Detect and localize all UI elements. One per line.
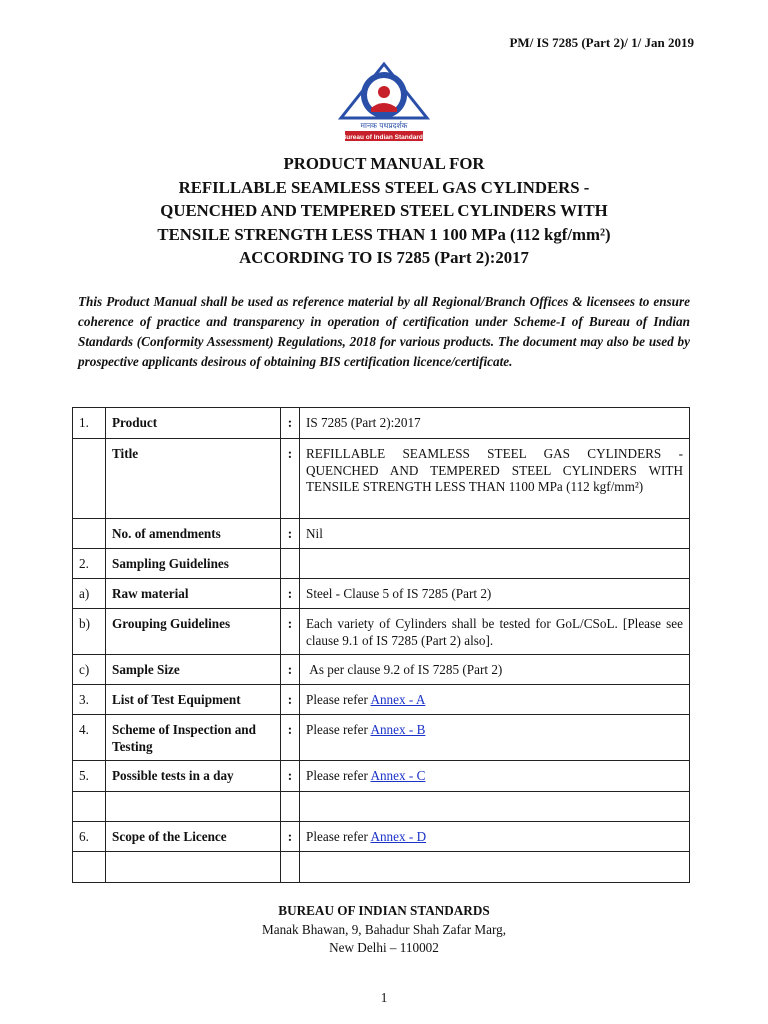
table-row	[73, 792, 690, 822]
row-separator	[281, 549, 300, 579]
logo-hindi-text: मानक पथप्रदर्शक	[360, 121, 408, 130]
row-separator: :	[281, 408, 300, 439]
manual-heading	[60, 152, 708, 270]
row-separator: :	[281, 609, 300, 655]
row-separator: :	[281, 579, 300, 609]
row-separator: :	[281, 655, 300, 685]
row-number: 4.	[73, 715, 106, 761]
row-separator: :	[281, 519, 300, 549]
row-separator: :	[281, 685, 300, 715]
row-label: Product	[106, 408, 281, 439]
table-row	[73, 822, 690, 852]
row-value	[300, 792, 690, 822]
heading-line-2: REFILLABLE SEAMLESS STEEL GAS CYLINDERS -	[178, 177, 590, 197]
logo-org-text: Bureau of Indian Standards	[341, 134, 427, 141]
row-number: 2.	[73, 549, 106, 579]
annex-link[interactable]: Annex - A	[370, 692, 426, 707]
table-row	[73, 685, 690, 715]
row-value	[300, 439, 690, 519]
row-label: Title	[106, 439, 281, 519]
annex-link[interactable]: Annex - D	[370, 829, 427, 844]
table-row	[73, 408, 690, 439]
row-separator	[281, 792, 300, 822]
row-value-text: Nil	[306, 526, 323, 541]
row-label: Scope of the Licence	[106, 822, 281, 852]
row-number: c)	[73, 655, 106, 685]
row-label: No. of amendments	[106, 519, 281, 549]
annex-link[interactable]: Annex - C	[370, 768, 426, 783]
row-number: b)	[73, 609, 106, 655]
row-value-text: Please refer	[306, 692, 371, 707]
table-row	[73, 655, 690, 685]
row-value-text: Please refer	[306, 829, 371, 844]
row-label	[106, 792, 281, 822]
row-value	[300, 715, 690, 761]
product-details-table	[72, 407, 690, 883]
row-value-text: Steel - Clause 5 of IS 7285 (Part 2)	[306, 586, 492, 601]
row-label: Sample Size	[106, 655, 281, 685]
footer	[134, 902, 634, 958]
table-row	[73, 519, 690, 549]
table-row	[73, 761, 690, 792]
heading-line-1: PRODUCT MANUAL FOR	[283, 154, 485, 173]
heading-line-4: TENSILE STRENGTH LESS THAN 1 100 MPa (112 kgf/mm²)	[157, 224, 611, 244]
row-label: Sampling Guidelines	[106, 549, 281, 579]
row-number	[73, 519, 106, 549]
annex-link[interactable]: Annex - B	[370, 722, 426, 737]
row-value	[300, 761, 690, 792]
row-separator	[281, 852, 300, 883]
heading-line-5: ACCORDING TO IS 7285 (Part 2):2017	[239, 248, 529, 267]
page-number: 1	[380, 990, 388, 1005]
heading-line-3: QUENCHED AND TEMPERED STEEL CYLINDERS WITH	[160, 201, 608, 220]
row-number	[73, 439, 106, 519]
row-value	[300, 519, 690, 549]
row-separator: :	[281, 439, 300, 519]
row-value	[300, 408, 690, 439]
row-value-text: IS 7285 (Part 2):2017	[306, 415, 421, 430]
row-value	[300, 822, 690, 852]
row-value-text: Please refer	[306, 722, 371, 737]
bis-logo	[331, 62, 437, 142]
document-reference: PM/ IS 7285 (Part 2)/ 1/ Jan 2019	[509, 35, 694, 50]
row-label: Grouping Guidelines	[106, 609, 281, 655]
table-row	[73, 579, 690, 609]
bis-logo-icon	[331, 62, 437, 142]
footer-address-2: New Delhi – 110002	[329, 940, 439, 955]
row-label: Raw material	[106, 579, 281, 609]
table-row	[73, 549, 690, 579]
row-number: 6.	[73, 822, 106, 852]
row-value	[300, 852, 690, 883]
table-row	[73, 609, 690, 655]
footer-org: BUREAU OF INDIAN STANDARDS	[278, 903, 490, 918]
row-value	[300, 685, 690, 715]
row-value-text: Each variety of Cylinders shall be tested for GoL/CSoL. [Please see clause 9.1 of IS 7285 (Part 2) also].	[306, 616, 687, 648]
row-number	[73, 852, 106, 883]
row-value	[300, 549, 690, 579]
row-value	[300, 655, 690, 685]
row-number: 3.	[73, 685, 106, 715]
row-value	[300, 579, 690, 609]
table-row	[73, 852, 690, 883]
row-label	[106, 852, 281, 883]
row-label: List of Test Equipment	[106, 685, 281, 715]
row-value-text: REFILLABLE SEAMLESS STEEL GAS CYLINDERS - QUENCHED AND TEMPERED STEEL CYLINDERS WITH TENSILE STRENGTH LESS THAN 1100 MPa (112 kgf/mm²)	[306, 446, 687, 494]
row-value-text: Please refer	[306, 768, 371, 783]
row-label: Possible tests in a day	[106, 761, 281, 792]
row-number	[73, 792, 106, 822]
row-label: Scheme of Inspection and Testing	[106, 715, 281, 761]
row-separator: :	[281, 715, 300, 761]
row-number: a)	[73, 579, 106, 609]
intro-paragraph: This Product Manual shall be used as reference material by all Regional/Branch Offices & licensees to ensure coherence of practice and transparency in operation of certification under Scheme-I of Bureau of Indian Standards (Conformity Assessment) Regulations, 2018 for various products. The document may also be used by prospective applicants desirous of obtaining BIS certification licence/certificate.	[78, 294, 690, 369]
footer-address-1: Manak Bhawan, 9, Bahadur Shah Zafar Marg,	[261, 921, 507, 937]
row-separator: :	[281, 761, 300, 792]
row-number: 5.	[73, 761, 106, 792]
row-separator: :	[281, 822, 300, 852]
row-value-text: As per clause 9.2 of IS 7285 (Part 2)	[306, 662, 503, 677]
row-value	[300, 609, 690, 655]
table-row	[73, 715, 690, 761]
table-row	[73, 439, 690, 519]
row-number: 1.	[73, 408, 106, 439]
